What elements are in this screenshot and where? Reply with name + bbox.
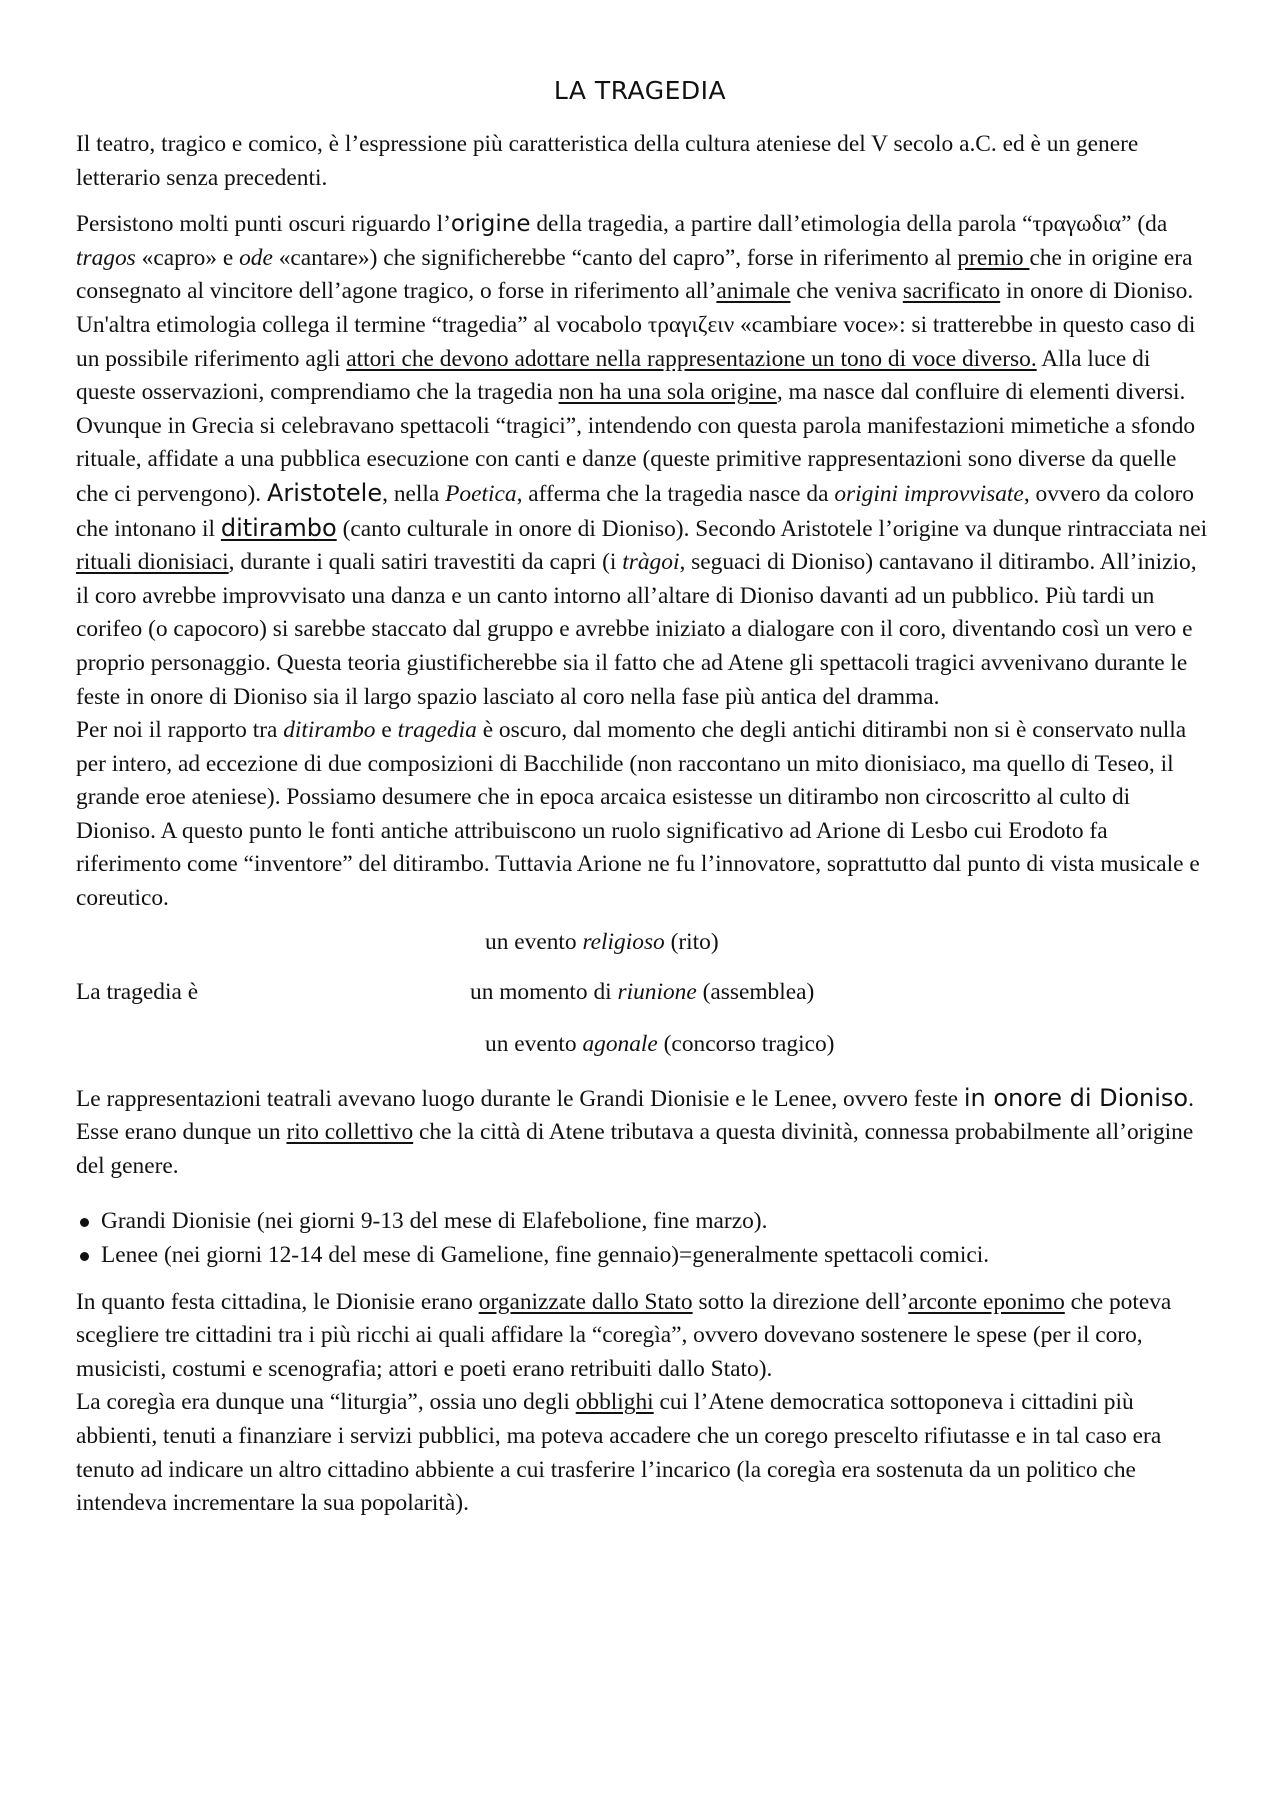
page-title: LA TRAGEDIA: [553, 76, 727, 105]
keyword-in-onore: in onore di Dioniso: [963, 1083, 1189, 1112]
underline-sacrificato: sacrificato: [902, 278, 1001, 305]
term-ode: ode: [239, 244, 273, 271]
text: La coregìa era dunque una “liturgia”, ossia uno degli: [76, 1389, 576, 1416]
text: in onore di Dioniso. Un'altra etimologia collega il termine “tragedia” al vocabolo τραγιζειν «cambiare voce»: si tratterebbe in questo caso di un possibile riferimento agli: [76, 278, 1196, 372]
paragraph-origin: [76, 208, 1210, 714]
text: , seguaci di Dioniso) cantavano il ditirambo. All’inizio, il coro avrebbe improvvisato una danza e un canto intorno all’altare di Dioniso davanti ad un pubblico. Più tardi un corifeo (o capocoro) si sarebbe staccato dal gruppo e avrebbe iniziato a dialogare con il coro, diventando così un vero e proprio personaggio. Questa teoria giustificherebbe sia il fatto che ad Atene gli spettacoli tragici avvenivano durante le feste in onore di Dioniso sia il largo spazio lasciato al coro nella fase più antica del dramma.: [76, 549, 1197, 710]
text: (concorso tragico): [657, 1030, 835, 1057]
text: «capro» e: [135, 244, 240, 271]
underline-animale: animale: [716, 278, 791, 305]
keyword-aristotele: Aristotele: [266, 478, 383, 507]
underline-rituali: rituali dionisiaci: [76, 549, 229, 576]
underline-organizzate: organizzate dallo Stato: [478, 1288, 693, 1315]
list-item: Lenee (nei giorni 12-14 del mese di Gamelione, fine gennaio)=generalmente spettacoli comici.: [76, 1239, 1210, 1273]
text: e: [375, 717, 398, 744]
scheme-row-religioso: [485, 926, 719, 960]
underline-arconte: arconte eponimo: [908, 1288, 1065, 1315]
text: che poteva scegliere tre cittadini tra i più ricchi ai quali affidare la “coregìa”, ovvero dovevano sostenere le spese (per il coro, musicisti, costumi e scenografia; attori e poeti erano retribuiti dallo Stato).: [76, 1288, 1172, 1382]
text: Le rappresentazioni teatrali avevano luogo durante le Grandi Dionisie e le Lenee, ovvero feste: [76, 1085, 964, 1112]
text: è oscuro, dal momento che degli antichi ditirambi non si è conservato nulla per intero, ad eccezione di due composizioni di Bacchilide (non raccontano un mito dionisiaco, ma quello di Teseo, il grande eroe ateniese). Possiamo desumere che in epoca arcaica esistesse un ditirambo non circoscritto al culto di Dioniso. A questo punto le fonti antiche attribuiscono un ruolo significativo ad Arione di Lesbo cui Erodoto fa riferimento come “inventore” del ditirambo. Tuttavia Arione ne fu l’innovatore, soprattutto dal punto di vista musicale e coreutico.: [76, 717, 1200, 912]
text: un evento: [485, 928, 583, 955]
text: un momento di: [470, 978, 618, 1005]
text: che veniva: [790, 278, 903, 305]
text: della tragedia, a partire dall’etimologia della parola “τραγωδια” (da: [530, 211, 1168, 238]
text: . Esse erano dunque un: [76, 1085, 1194, 1146]
term-tragedia: tragedia: [397, 717, 477, 744]
festival-list: [76, 1205, 1210, 1272]
text: , ma nasce dal confluire di elementi diversi. Ovunque in Grecia si celebravano spettacoli “tragici”, intendendo con questa parola manifestazioni mimetiche a sfondo rituale, affidate a una pubblica esecuzione con canti e danze (queste primitive rappresentazioni sono diverse da quelle che ci pervengono).: [76, 379, 1196, 507]
text: , nella: [382, 480, 446, 507]
list-item: Grandi Dionisie (nei giorni 9-13 del mese di Elafebolione, fine marzo).: [76, 1205, 1210, 1239]
paragraph-ditirambo: [76, 714, 1210, 916]
text: In quanto festa cittadina, le Dionisie erano: [76, 1288, 479, 1315]
text: cui l’Atene democratica sottoponeva i cittadini più abbienti, tenuti a finanziare i servizi pubblici, ma poteva accadere che un corego prescelto rifiutasse e in tal caso era tenuto ad indicare un altro cittadino abbiente a cui trasferire l’incarico (la coregìa era sostenuta da un politico che intendeva incrementare la sua popolarità).: [76, 1389, 1162, 1517]
paragraph-liturgia: [76, 1386, 1210, 1520]
term: riunione: [617, 978, 697, 1005]
keyword-origine: origine: [450, 211, 531, 238]
underline-obblighi: obblighi: [575, 1389, 654, 1416]
scheme-row-riunione: [470, 976, 814, 1010]
text: «cantare») che significherebbe “canto del capro”, forse in riferimento al: [272, 244, 958, 271]
paragraph-coregia: [76, 1286, 1210, 1387]
text: Per noi il rapporto tra: [76, 717, 284, 744]
term: religioso: [582, 928, 665, 955]
text: che la città di Atene tributava a questa divinità, connessa probabilmente all’origine del genere.: [76, 1119, 1194, 1179]
text: (canto culturale in onore di Dioniso). Secondo Aristotele l’origine va dunque rintracciata nei: [336, 515, 1208, 542]
paragraph-rappresentazioni: [76, 1082, 1210, 1184]
text: (rito): [664, 928, 719, 955]
text: , ovvero da coloro che intonano il: [76, 480, 1195, 542]
text: un evento: [485, 1030, 583, 1057]
term-ditirambo: ditirambo: [283, 717, 376, 744]
text: Alla luce di queste osservazioni, comprendiamo che la tragedia: [76, 345, 1151, 406]
underline-attori: attori che devono adottare nella rappresentazione un tono di voce diverso.: [346, 345, 1037, 372]
scheme-row-agonale: [485, 1028, 834, 1062]
underline-rito-collettivo: rito collettivo: [286, 1119, 414, 1146]
text: , afferma che la tragedia nasce da: [516, 480, 835, 507]
paragraph-intro: Il teatro, tragico e comico, è l’espressione più caratteristica della cultura ateniese del V secolo a.C. ed è un genere letterario senza precedenti.: [76, 131, 1139, 191]
scheme-label: La tragedia è: [76, 978, 199, 1005]
text: , durante i quali satiri travestiti da capri (i: [228, 549, 623, 576]
term-origini-improvvisate: origini improvvisate: [834, 480, 1024, 507]
underline-non-sola-origine: non ha una sola origine: [558, 379, 777, 406]
text: sotto la direzione dell’: [692, 1288, 909, 1315]
text: che in origine era consegnato al vincitore dell’agone tragico, o forse in riferimento all’: [76, 244, 1193, 305]
term: agonale: [582, 1030, 658, 1057]
term-poetica: Poetica: [445, 480, 517, 507]
term-tragos: tragos: [76, 244, 136, 271]
tragedy-scheme: [76, 926, 1210, 1082]
underline-premio: premio: [957, 244, 1030, 271]
keyword-ditirambo: ditirambo: [220, 513, 337, 542]
text: Persistono molti punti oscuri riguardo l’: [76, 211, 451, 238]
document-body: [76, 128, 1210, 1521]
term-tragoi: tràgoi: [622, 549, 680, 576]
text: (assemblea): [696, 978, 815, 1005]
